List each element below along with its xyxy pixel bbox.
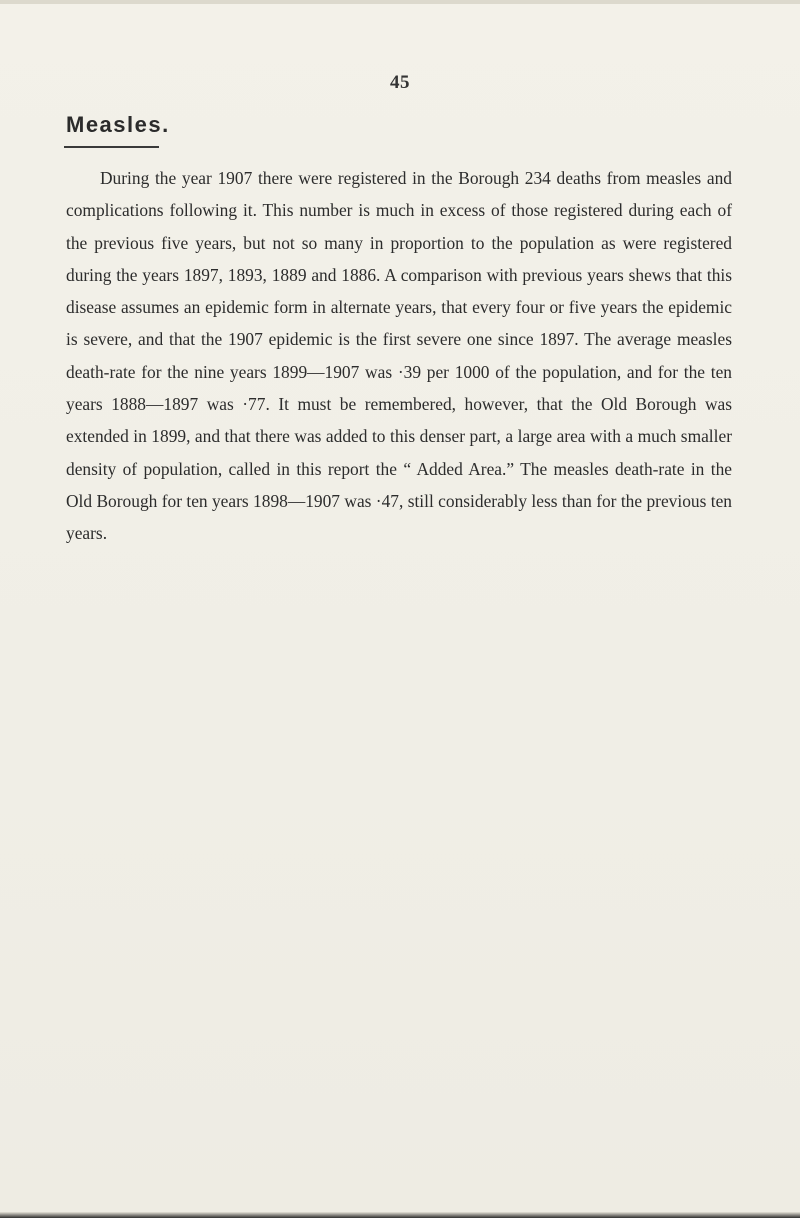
- page-top-edge: [0, 0, 800, 4]
- body-paragraph: During the year 1907 there were registered in the Borough 234 deaths from measles and complications following it. This number is much in excess of those registered during each of the previous five years, but not so many in proportion to the population as were registered during the years 1897, 1893, 1889 and 1886. A comparison with previous years shews that this disease assumes an epidemic form in alternate years, that every four or five years the epidemic is severe, and that the 1907 epidemic is the first severe one since 1897. The average measles death-rate for the nine years 1899—1907 was ·39 per 1000 of the population, and for the ten years 1888—1897 was ·77. It must be remembered, however, that the Old Borough was extended in 1899, and that there was added to this denser part, a large area with a much smaller density of population, called in this report the “ Added Area.” The measles death-rate in the Old Borough for ten years 1898—1907 was ·47, still considerably less than for the previous ten years.: [66, 168, 732, 544]
- page-bottom-edge: [0, 1212, 800, 1218]
- heading-underline: [64, 146, 159, 148]
- page-number: 45: [390, 72, 410, 93]
- section-heading: Measles.: [66, 112, 170, 137]
